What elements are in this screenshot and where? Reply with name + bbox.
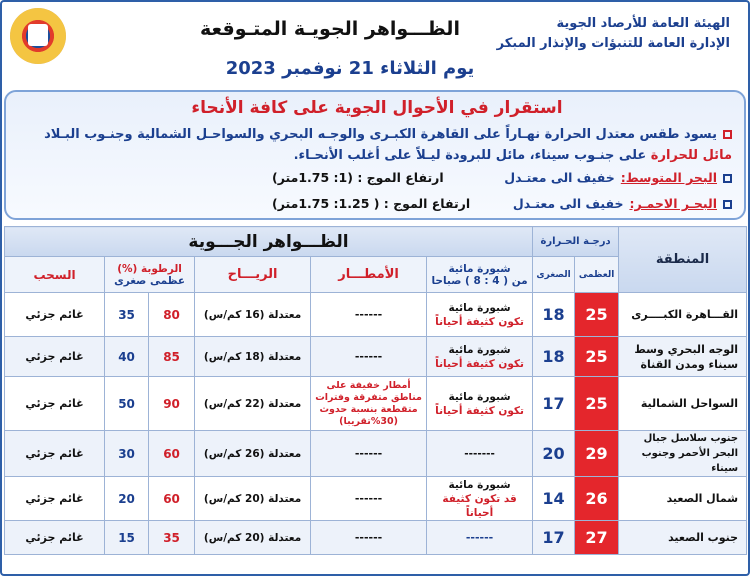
fog-text: شبورة مائية (448, 478, 511, 491)
table-row (5, 431, 747, 477)
temp-min: 20 (533, 431, 575, 477)
bullet-icon (723, 200, 732, 209)
wave-height: ارتفاع الموج : ( 1.25: 1.75متر) (272, 196, 471, 211)
humidity-max: 60 (149, 431, 195, 477)
header-clouds: السحب (5, 257, 105, 293)
header-humidity-sub: عظمى صغرى (114, 274, 186, 287)
humidity-min: 30 (105, 431, 149, 477)
header-temp-min: الصغرى (533, 257, 575, 293)
egyptian-meteorological-authority-logo-icon (10, 8, 66, 64)
humidity-min: 40 (105, 337, 149, 377)
header (0, 0, 750, 90)
temp-max: 25 (575, 337, 619, 377)
temp-max: 29 (575, 431, 619, 477)
rain-cell: ------ (311, 293, 427, 337)
fog-text: ------- (464, 447, 495, 460)
clouds-cell: غائم جزئي (5, 521, 105, 555)
header-fog-time: من ( 4 : 8 ) صباحا (431, 274, 528, 287)
header-region: المنطقة (619, 227, 747, 293)
forecast-date: يوم الثلاثاء 21 نوفمبر 2023 (225, 58, 475, 79)
summary-title: استقرار في الأحوال الجوية على كافة الأنحاء (191, 98, 563, 118)
header-fog-label: شبورة مائية (448, 262, 511, 275)
fog-cell (427, 431, 533, 477)
wind-cell: معتدلة (26 كم/س) (195, 431, 311, 477)
fog-note: تكون كثيفة أحياناً (435, 404, 524, 417)
humidity-max: 90 (149, 377, 195, 431)
temp-min: 14 (533, 477, 575, 521)
forecast-table (4, 226, 747, 555)
region-name: السواحل الشمالية (619, 377, 747, 431)
humidity-max: 60 (149, 477, 195, 521)
temp-min: 18 (533, 293, 575, 337)
table-row (5, 477, 747, 521)
rain-cell: ------ (311, 521, 427, 555)
bullet-icon (723, 130, 732, 139)
rain-cell: ------ (311, 337, 427, 377)
header-wind: الريـــاح (195, 257, 311, 293)
header-humidity (105, 257, 195, 293)
temp-max: 25 (575, 293, 619, 337)
fog-cell (427, 337, 533, 377)
humidity-min: 50 (105, 377, 149, 431)
region-name: جنوب الصعيد (619, 521, 747, 555)
bullet-icon (723, 174, 732, 183)
department-name: الإدارة العامة للتنبؤات والإنذار المبكر (496, 36, 730, 51)
header-temperature: درجـة الحـرارة (533, 227, 619, 257)
region-name: شمال الصعيد (619, 477, 747, 521)
temp-min: 17 (533, 521, 575, 555)
fog-note: قد تكون كثيفة أحياناً (442, 492, 517, 519)
table-row (5, 521, 747, 555)
header-phenomena: الظـــواهر الجـــوية (5, 227, 533, 257)
humidity-max: 35 (149, 521, 195, 555)
fog-cell (427, 293, 533, 337)
clouds-cell: غائم جزئي (5, 337, 105, 377)
wind-cell: معتدلة (16 كم/س) (195, 293, 311, 337)
humidity-min: 15 (105, 521, 149, 555)
wave-height: ارتفاع الموج : (1: 1.75متر) (272, 170, 444, 185)
header-rain: الأمطـــار (311, 257, 427, 293)
wind-cell: معتدلة (18 كم/س) (195, 337, 311, 377)
temp-max: 27 (575, 521, 619, 555)
summary-text (22, 124, 732, 166)
sea-row-red-sea (22, 196, 732, 216)
organization-name: الهيئة العامة للأرصاد الجوية (556, 16, 730, 31)
humidity-max: 85 (149, 337, 195, 377)
fog-note: تكون كثيفة أحياناً (435, 357, 524, 370)
fog-cell (427, 377, 533, 431)
summary-text-main: يسود طقس معتدل الحرارة نهـاراً على القاهرة الكبـرى والوجـه البحري والسواحـل الشمالية وجنـوب البـلاد (44, 127, 717, 142)
clouds-cell: غائم جزئي (5, 477, 105, 521)
sea-state: خفيف الى معتـدل (512, 196, 624, 211)
summary-text-highlight: مائل للحرارة (650, 148, 732, 163)
wind-cell: معتدلة (20 كم/س) (195, 477, 311, 521)
sea-name: البحر المتوسط: (620, 170, 717, 185)
fog-text: شبورة مائية (448, 390, 511, 403)
table-row (5, 293, 747, 337)
clouds-cell: غائم جزئي (5, 431, 105, 477)
fog-text: شبورة مائية (448, 301, 511, 314)
sea-state: خفيف الى معتـدل (504, 170, 615, 185)
rain-cell: أمطار خفيفة على مناطق متفرقة وفترات متقطعة بنسبة حدوث (30%تقريبا) (311, 377, 427, 431)
rain-cell: ------ (311, 431, 427, 477)
page-title: الظـــواهر الجويـة المتـوقعة (200, 18, 460, 40)
fog-text: شبورة مائية (448, 343, 511, 356)
header-fog (427, 257, 533, 293)
sea-row-mediterranean (22, 170, 732, 190)
sea-name: البحـر الاحمـر: (629, 196, 717, 211)
fog-cell (427, 477, 533, 521)
region-name: القـــاهرة الكبــــرى (619, 293, 747, 337)
table-row (5, 377, 747, 431)
summary-text-continued: على جنـوب سيناء، مائل للبرودة ليـلاً على أغلب الأنحـاء. (293, 148, 651, 163)
clouds-cell: غائم جزئي (5, 293, 105, 337)
humidity-max: 80 (149, 293, 195, 337)
region-name: الوجه البحري وسط سيناء ومدن القناة (619, 337, 747, 377)
rain-cell: ------ (311, 477, 427, 521)
header-temp-max: العظمى (575, 257, 619, 293)
temp-min: 18 (533, 337, 575, 377)
temp-max: 25 (575, 377, 619, 431)
header-humidity-label: الرطوبة (%) (117, 262, 182, 275)
clouds-cell: غائم جزئي (5, 377, 105, 431)
humidity-min: 20 (105, 477, 149, 521)
temp-max: 26 (575, 477, 619, 521)
fog-note: تكون كثيفة أحياناً (435, 315, 524, 328)
fog-text: ------ (465, 530, 494, 544)
summary-panel (4, 90, 746, 220)
table-row (5, 337, 747, 377)
temp-min: 17 (533, 377, 575, 431)
fog-cell (427, 521, 533, 555)
region-name: جنوب سلاسل جبال البحر الأحمر وجنوب سيناء (619, 431, 747, 477)
humidity-min: 35 (105, 293, 149, 337)
wind-cell: معتدلة (20 كم/س) (195, 521, 311, 555)
wind-cell: معتدلة (22 كم/س) (195, 377, 311, 431)
logo-emblem (28, 24, 48, 46)
